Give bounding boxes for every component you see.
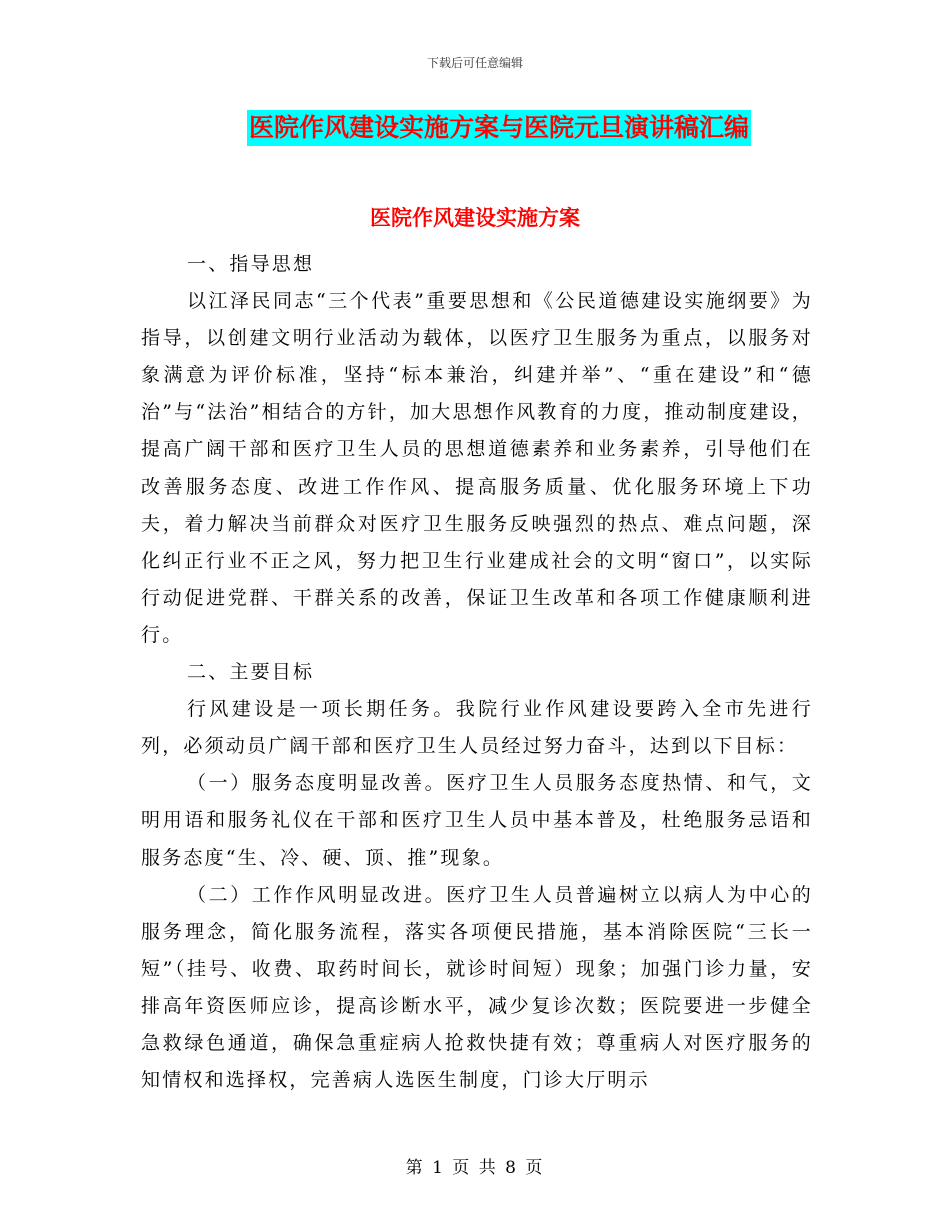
page-number-footer: 第 1 页 共 8 页 [405, 1158, 545, 1178]
paragraph: （二）工作作风明显改进。医疗卫生人员普遍树立以病人为中心的服务理念，简化服务流程，落实各项便民措施，基本消除医院“三长一短”（挂号、收费、取药时间长，就诊时间短）现象；加强门诊力量，安排高年资医师应诊，提高诊断水平，减少复诊次数；医院要进一步健全急救绿色通道，确保急重症病人抢救快捷有效；尊重病人对医疗服务的知情权和选择权，完善病人选医生制度，门诊大厅明示 [141, 883, 813, 1092]
section-heading-guiding-ideology: 一、指导思想 [187, 253, 315, 275]
document-title: 医院作风建设实施方案与医院元旦演讲稿汇编 [247, 110, 751, 146]
paragraph: 以江泽民同志“三个代表”重要思想和《公民道德建设实施纲要》为指导，以创建文明行业活动为载体，以医疗卫生服务为重点，以服务对象满意为评价标准，坚持“标本兼治，纠建并举”、“重在建设”和“德治”与“法治”相结合的方针，加大思想作风教育的力度，推动制度建设，提高广阔干部和医疗卫生人员的思想道德素养和业务素养，引导他们在改善服务态度、改进工作作风、提高服务质量、优化服务环境上下功夫，着力解决当前群众对医疗卫生服务反映强烈的热点、难点问题，深化纠正行业不正之风，努力把卫生行业建成社会的文明“窗口”，以实际行动促进党群、干群关系的改善，保证卫生改革和各项工作健康顺利进行。 [141, 290, 813, 646]
paragraph: （一）服务态度明显改善。医疗卫生人员服务态度热情、和气，文明用语和服务礼仪在干部和医疗卫生人员中基本普及，杜绝服务忌语和服务态度“生、冷、硬、顶、推”现象。 [141, 772, 813, 869]
document-title-container [0, 110, 950, 151]
section-heading-main-goals: 二、主要目标 [187, 661, 315, 684]
header-note: 下载后可任意编辑 [426, 56, 523, 70]
paragraph: 行风建设是一项长期任务。我院行业作风建设要跨入全市先进行列，必须动员广阔干部和医疗卫生人员经过努力奋斗，达到以下目标： [141, 698, 813, 758]
section-title: 医院作风建设实施方案 [370, 205, 580, 230]
document-body [141, 246, 813, 1099]
